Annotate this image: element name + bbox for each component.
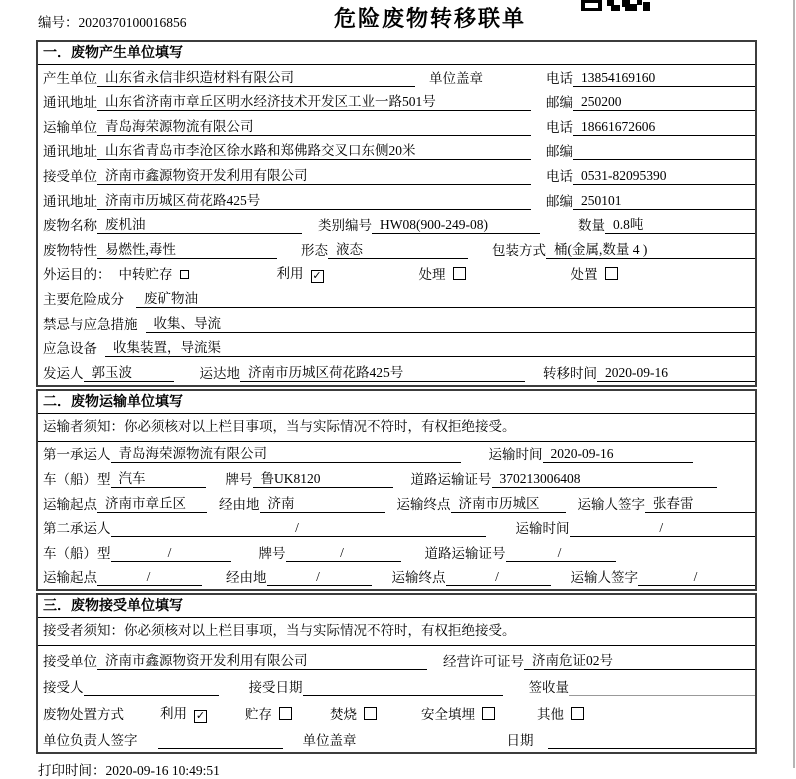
permit1-label: 道路运输证号 <box>410 471 492 487</box>
taboo-measures-label: 禁忌与应急措施 <box>43 316 138 332</box>
section-transporter-header: 二．废物运输单位填写 <box>38 391 755 414</box>
transport-purpose-label: 外运目的： <box>43 267 111 283</box>
receive-person-value <box>84 681 219 696</box>
waste-form-label: 形态 <box>301 242 328 258</box>
print-time-label: 打印时间： <box>38 763 106 779</box>
row-vehicle2 <box>38 540 755 565</box>
row-producer-address <box>38 90 755 115</box>
row-transporter-address <box>38 139 755 164</box>
print-time-value: 2020-09-16 10:49:51 <box>105 763 220 779</box>
shipper-value: 郭玉波 <box>84 361 174 382</box>
receipt-qty-label: 签收量 <box>528 680 569 696</box>
waste-name-value: 废机油 <box>97 213 302 234</box>
doc-number-value: 2020370100016856 <box>78 15 187 30</box>
purpose-option-storage-label: 中转贮存 <box>118 267 173 283</box>
permit2-value: / <box>506 545 616 562</box>
row-disposal-method <box>38 699 755 726</box>
checkbox-disposal-burn <box>364 707 377 720</box>
row-transporter-unit <box>38 114 755 139</box>
carrier2-value: / <box>111 520 486 537</box>
doc-number-label: 编号： <box>38 15 79 30</box>
section-receiver <box>36 593 757 754</box>
quantity-label: 数量 <box>578 218 605 234</box>
transporter-address-label: 通讯地址 <box>43 144 97 160</box>
section-producer-header: 一．废物产生单位填写 <box>38 42 755 65</box>
permit2-label: 道路运输证号 <box>424 545 506 561</box>
vehicle1-value: 汽车 <box>111 467 206 488</box>
transport-time2-label: 运输时间 <box>515 521 570 537</box>
document-header <box>0 0 796 40</box>
disposal-option-utilize <box>160 702 207 723</box>
page-edge-line <box>793 0 795 768</box>
section-receiver-header: 三．废物接受单位填写 <box>38 595 755 618</box>
packing-label: 包装方式 <box>492 242 546 258</box>
producer-address-label: 通讯地址 <box>43 95 97 111</box>
receive-unit-label: 接受单位 <box>43 653 97 669</box>
row-hazard-component <box>38 286 755 311</box>
receive-unit-value: 济南市鑫源物资开发利用有限公司 <box>97 649 427 670</box>
transporter-address-value: 山东省青岛市李沧区徐水路和郑佛路交叉口东侧20米 <box>97 139 531 160</box>
receiver-address-value: 济南市历城区荷花路425号 <box>97 189 531 210</box>
origin1-value: 济南市章丘区 <box>97 492 207 513</box>
vehicle1-label: 车（船）型 <box>43 471 111 487</box>
packing-value: 桶(金属,数量 4 ) <box>546 238 755 259</box>
shipper-label: 发运人 <box>43 365 84 381</box>
section-transporter <box>36 389 757 592</box>
row-route2 <box>38 565 755 590</box>
checkbox-disposal-landfill <box>482 707 495 720</box>
producer-zip-label: 邮编 <box>546 95 573 111</box>
producer-unit-label: 产生单位 <box>43 70 97 86</box>
via2-value: / <box>267 569 372 586</box>
vehicle2-value: / <box>111 545 231 562</box>
row-shipper <box>38 360 755 385</box>
producer-phone-label: 电话 <box>546 70 573 86</box>
license-value: 济南危证02号 <box>524 649 755 670</box>
row-carrier2 <box>38 516 755 541</box>
receiver-phone-value: 0531-82095390 <box>573 168 755 185</box>
receiver-seal-label: 单位盖章 <box>302 733 357 749</box>
via2-label: 经由地 <box>226 570 267 586</box>
end1-value: 济南市历城区 <box>451 492 566 513</box>
plate1-value: 鲁UK8120 <box>253 467 393 488</box>
transporter-zip-label: 邮编 <box>546 144 573 160</box>
end2-value: / <box>446 569 551 586</box>
receipt-qty-value <box>569 681 755 696</box>
transporter-zip-value <box>573 145 755 160</box>
purpose-option-treat-label: 处理 <box>418 267 446 283</box>
origin2-label: 运输起点 <box>43 570 97 586</box>
purpose-option-treat <box>419 263 466 283</box>
origin1-label: 运输起点 <box>43 496 97 512</box>
transporter-unit-label: 运输单位 <box>43 119 97 135</box>
waste-character-label: 废物特性 <box>43 242 97 258</box>
disposal-option-landfill-label: 安全填埋 <box>421 706 475 722</box>
emergency-equipment-label: 应急设备 <box>43 341 97 357</box>
row-responsible-sign <box>38 726 755 753</box>
print-time <box>38 759 796 779</box>
hazard-component-value: 废矿物油 <box>136 287 755 308</box>
row-receive-person <box>38 673 755 700</box>
disposal-option-burn-label: 焚烧 <box>330 706 357 722</box>
taboo-measures-value: 收集、导流 <box>146 312 756 333</box>
row-carrier1 <box>38 442 755 467</box>
receiver-notice: 接受者须知：你必须核对以上栏目事项，当与实际情况不符时，有权拒绝接受。 <box>38 618 755 646</box>
carrier2-label: 第二承运人 <box>43 521 111 537</box>
purpose-option-dispose <box>571 263 618 283</box>
sign1-value: 张春雷 <box>645 492 755 513</box>
disposal-option-store <box>245 703 292 723</box>
receiver-unit-value: 济南市鑫源物资开发利用有限公司 <box>97 164 531 185</box>
row-emergency-equipment <box>38 336 755 361</box>
producer-address-value: 山东省济南市章丘区明水经济技术开发区工业一路501号 <box>97 90 531 111</box>
producer-zip-value: 250200 <box>573 94 755 111</box>
producer-phone-value: 13854169160 <box>573 70 755 87</box>
disposal-option-other <box>537 703 584 723</box>
vehicle2-label: 车（船）型 <box>43 545 111 561</box>
transfer-time-value: 2020-09-16 <box>597 365 755 382</box>
sign2-value: / <box>638 569 755 586</box>
receiver-address-label: 通讯地址 <box>43 193 97 209</box>
row-taboo-measures <box>38 311 755 336</box>
purpose-option-utilize-label: 利用 <box>276 266 304 282</box>
unit-seal-label: 单位盖章 <box>429 70 483 86</box>
row-vehicle1 <box>38 466 755 491</box>
row-route1 <box>38 491 755 516</box>
receiver-unit-label: 接受单位 <box>43 168 97 184</box>
via1-value: 济南 <box>260 492 385 513</box>
receive-date-value <box>303 681 503 696</box>
purpose-option-storage <box>119 263 189 283</box>
responsible-sign-value <box>158 734 283 749</box>
destination-label: 运达地 <box>199 365 240 381</box>
row-waste-name <box>38 213 755 238</box>
category-code-value: HW08(900-249-08) <box>372 217 540 234</box>
sign2-label: 运输人签字 <box>570 570 638 586</box>
checkbox-disposal-utilize: ✓ <box>195 708 206 722</box>
section-producer <box>36 40 757 387</box>
row-receiver-address <box>38 188 755 213</box>
quantity-value: 0.8吨 <box>605 213 755 234</box>
license-label: 经营许可证号 <box>443 653 524 669</box>
checkbox-treat <box>453 267 466 280</box>
producer-unit-value: 山东省永信非织造材料有限公司 <box>97 66 415 87</box>
transporter-unit-value: 青岛海荣源物流有限公司 <box>97 115 531 136</box>
checkbox-storage <box>180 270 189 279</box>
qr-code-fragment <box>580 0 652 12</box>
checkbox-disposal-store <box>279 707 292 720</box>
receiver-phone-label: 电话 <box>546 168 573 184</box>
origin2-value: / <box>97 569 202 586</box>
transfer-time-label: 转移时间 <box>543 365 597 381</box>
disposal-option-landfill <box>421 703 495 723</box>
transport-time1-label: 运输时间 <box>488 447 543 463</box>
plate2-label: 牌号 <box>258 545 286 561</box>
page-title: 危险废物转移联单 <box>333 6 526 31</box>
transport-time1-value: 2020-09-16 <box>543 446 693 463</box>
receiver-zip-label: 邮编 <box>546 193 573 209</box>
hazard-component-label: 主要危险成分 <box>43 291 124 307</box>
checkbox-utilize: ✓ <box>312 269 322 283</box>
plate1-label: 牌号 <box>225 471 253 487</box>
receiver-date-value <box>548 734 756 749</box>
row-receiver-unit <box>38 163 755 188</box>
end2-label: 运输终点 <box>391 570 446 586</box>
disposal-option-utilize-label: 利用 <box>160 705 187 721</box>
end1-label: 运输终点 <box>396 496 451 512</box>
row-waste-character <box>38 237 755 262</box>
via1-label: 经由地 <box>219 496 260 512</box>
disposal-method-label: 废物处置方式 <box>43 706 124 722</box>
receiver-date-label: 日期 <box>506 733 534 749</box>
receiver-zip-value: 250101 <box>573 193 755 210</box>
checkbox-dispose <box>605 267 618 280</box>
permit1-value: 370213006408 <box>492 471 717 488</box>
purpose-option-utilize <box>277 262 324 283</box>
transporter-phone-label: 电话 <box>546 119 573 135</box>
transporter-phone-value: 18661672606 <box>573 119 755 136</box>
responsible-sign-label: 单位负责人签字 <box>43 733 138 749</box>
waste-character-value: 易燃性,毒性 <box>97 238 277 259</box>
disposal-option-other-label: 其他 <box>537 706 564 722</box>
plate2-value: / <box>286 545 401 562</box>
category-code-label: 类别编号 <box>318 218 372 234</box>
receive-person-label: 接受人 <box>43 680 84 696</box>
carrier1-label: 第一承运人 <box>43 447 111 463</box>
disposal-option-burn <box>330 703 377 723</box>
transport-time2-value: / <box>570 520 756 537</box>
checkbox-disposal-other <box>571 707 584 720</box>
waste-form-value: 液态 <box>328 238 468 259</box>
carrier1-value: 青岛海荣源物流有限公司 <box>111 442 461 463</box>
row-transport-purpose <box>38 262 755 287</box>
purpose-option-dispose-label: 处置 <box>570 267 598 283</box>
transporter-notice: 运输者须知：你必须核对以上栏目事项，当与实际情况不符时，有权拒绝接受。 <box>38 414 755 442</box>
emergency-equipment-value: 收集装置，导流渠 <box>105 336 755 357</box>
disposal-option-store-label: 贮存 <box>245 706 272 722</box>
sign1-label: 运输人签字 <box>577 496 645 512</box>
destination-value: 济南市历城区荷花路425号 <box>240 361 525 382</box>
waste-name-label: 废物名称 <box>43 218 97 234</box>
receive-date-label: 接受日期 <box>248 680 303 696</box>
row-receive-unit <box>38 646 755 673</box>
row-producer-unit <box>38 65 755 90</box>
